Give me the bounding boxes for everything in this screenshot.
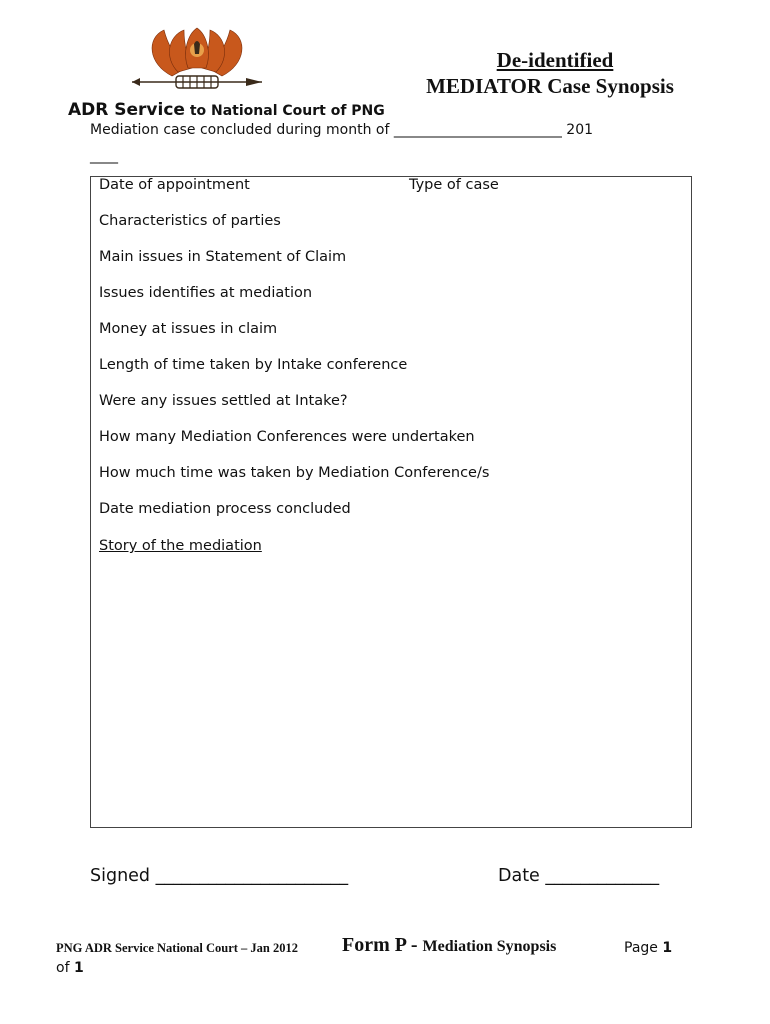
field-date-of-appointment: Date of appointment [99,177,250,193]
footer-form-sub: Mediation Synopsis [422,938,557,955]
organisation-name [68,100,385,120]
footer-of-label: of [56,960,74,976]
month-concluded-line-cont[interactable]: ____ [90,148,118,164]
footer-of-num: 1 [73,960,84,976]
footer-page-num: 1 [662,940,673,956]
field-intake-time: Length of time taken by Intake conference [99,357,408,373]
field-characteristics-of-parties: Characteristics of parties [99,213,281,229]
footer-form-p: Form P - [342,934,423,956]
footer-page-of [56,960,84,976]
synopsis-form-box[interactable] [90,176,692,828]
bird-of-paradise-emblem-icon [128,24,266,102]
title-deidentified: De-identified [496,48,614,72]
title-case-synopsis: MEDIATOR Case Synopsis [426,74,674,98]
field-intake-settled: Were any issues settled at Intake? [99,393,348,409]
field-date-concluded: Date mediation process concluded [99,501,351,517]
date-line[interactable]: Date _____________ [498,866,660,886]
field-main-issues: Main issues in Statement of Claim [99,249,347,265]
field-issues-identified: Issues identifies at mediation [99,285,313,301]
field-money-at-issue: Money at issues in claim [99,321,278,337]
footer-left-text: PNG ADR Service National Court – Jan 2012 [56,941,298,955]
field-conference-count: How many Mediation Conferences were undertaken [99,429,475,445]
signed-line[interactable]: Signed ______________________ [90,866,349,886]
field-story-of-mediation: Story of the mediation [99,538,262,554]
field-conference-time: How much time was taken by Mediation Conference/s [99,465,490,481]
org-sub-label: to National Court of PNG [184,103,385,119]
field-type-of-case: Type of case [409,177,499,193]
month-concluded-line[interactable]: Mediation case concluded during month of ________________________ 201 [90,122,594,138]
footer-form-label [342,934,556,957]
footer-page-number [624,940,672,956]
org-main-label: ADR Service [68,100,185,120]
court-emblem [128,24,266,102]
footer-page-label: Page [624,940,663,956]
